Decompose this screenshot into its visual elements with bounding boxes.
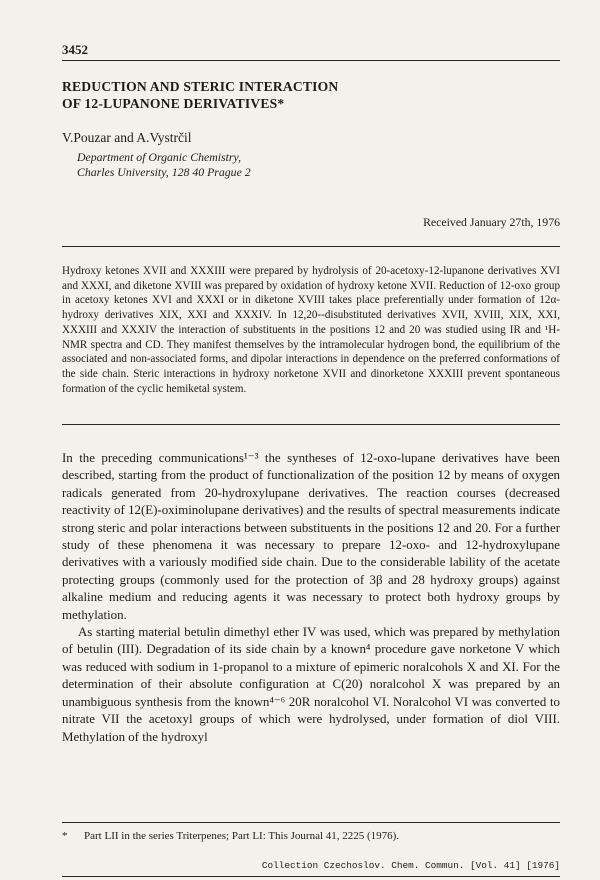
footnote-rule (62, 822, 560, 823)
journal-citation: Collection Czechoslov. Chem. Commun. [Vol. 41] [1976] (261, 860, 560, 871)
article-title (62, 78, 560, 112)
paragraph-1: In the preceding communications¹⁻³ the syntheses of 12-oxo-lupane derivatives have been described, starting from the product of functionalization of the position 12 by means of oxygen radicals generated from 20-hydroxylupane derivatives. The reaction courses (decreased reactivity of 12(E)-oximinolupane derivatives) and the results of spectral measurements indicate strong steric and polar interactions between substituents in the positions 12 and 20. For a further study of these phenomena it was necessary to prepare 12-oxo- and 12-hydroxylupane derivatives with a variously modified side chain. Due to the considerable lability of the acetate protecting groups (commonly used for the protection of 3β and 28 hydroxy groups) against alkaline medium and reducing agents it was necessary to protect both hydroxy groups by methylation. (62, 451, 560, 622)
title-line-2: OF 12-LUPANONE DERIVATIVES* (62, 96, 285, 111)
abstract-bottom-rule (62, 424, 560, 425)
abstract-top-rule (62, 246, 560, 247)
paragraph-2: As starting material betulin dimethyl ether IV was used, which was prepared by methylation of betulin (III). Degradation of its side chain by a known⁴ procedure gave norketone V which was reduced with sodium in 1-propanol to a mixture of epimeric noralcohols X and XI. For the determination of their absolute configuration at C(20) noralcohol X was prepared by an unambiguous synthesis from the known⁴⁻⁶ 20R noralcohol VI. Noralcohol VI was converted to nitrate VII the acetoxyl groups of which were hydrolysed, under formation of diol VIII. Methylation of the hydroxyl (62, 625, 560, 744)
journal-rule (62, 876, 560, 877)
footnote-text: Part LII in the series Triterpenes; Part LI: This Journal 41, 2225 (1976). (84, 830, 400, 842)
affiliation-line-2: Charles University, 128 40 Prague 2 (77, 165, 251, 179)
received-date: Received January 27th, 1976 (423, 215, 560, 229)
footnote-mark: * (62, 830, 68, 842)
affiliation-line-1: Department of Organic Chemistry, (77, 150, 242, 164)
authors: V.Pouzar and A.Vystrčil (62, 130, 192, 145)
header-rule (62, 60, 560, 61)
title-line-1: REDUCTION AND STERIC INTERACTION (62, 79, 339, 94)
abstract: Hydroxy ketones XVII and XXXIII were prepared by hydrolysis of 20-acetoxy-12-lupanone derivatives XVI and XXXI, and diketone XVIII was prepared by oxidation of hydroxy ketone XVII. Reduction of 12-oxo group in acetoxy ketones XVI and XXXI or in diketone XVIII takes place preferentially under formation of 12α-hydroxy derivatives XIX, XXI and XXXIV. In 12,20--disubstituted derivatives XVII, XVIII, XIX, XXI, XXXIII and XXXIV the interaction of substituents in the positions 12 and 20 was studied using IR and ¹H-NMR spectra and CD. They manifest themselves by the intramolecular hydrogen bond, the equilibrium of the associated and non-associated forms, and dipolar interactions in dependence on the preferred conformations of the side chain. Steric interactions in hydroxy norketone XVII and dinorketone XXXIII prevent spontaneous formation of the cyclic hemiketal system. (62, 265, 560, 395)
footnote (62, 830, 560, 842)
affiliation (77, 150, 251, 180)
body-text (62, 450, 560, 746)
page-number: 3452 (62, 42, 88, 57)
